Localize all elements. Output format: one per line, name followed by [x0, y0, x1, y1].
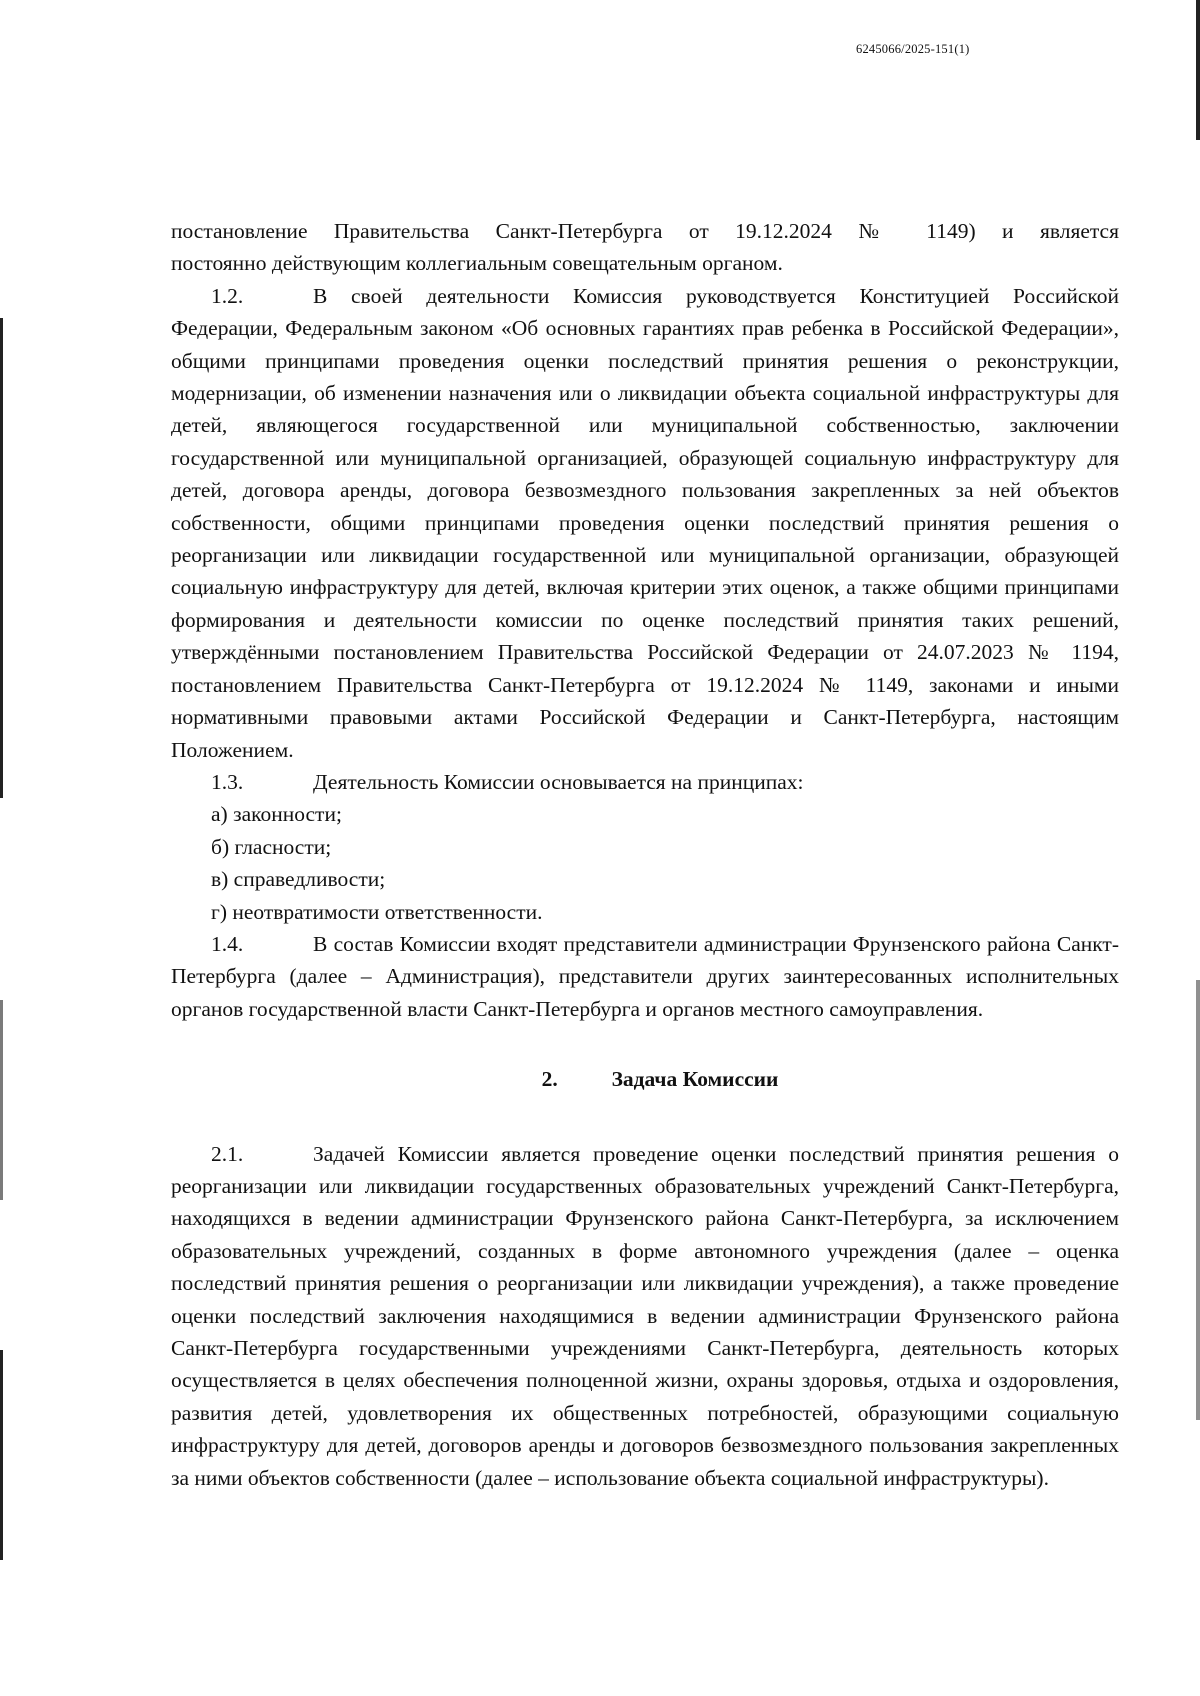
scan-edge-right-mark [1196, 0, 1200, 140]
scan-edge-right-mark [1196, 980, 1200, 1420]
clause-text: Деятельность Комиссии основывается на принципах: [313, 769, 804, 794]
section-title: Задача Комиссии [611, 1067, 779, 1092]
principle-item: г) неотвратимости ответственности. [211, 899, 543, 924]
clause-1-2 [171, 280, 1119, 766]
scan-edge-left-mark [0, 1000, 3, 1200]
paragraph-continuation-line: постановление Правительства Санкт-Петербурга от 19.12.2024 № 1149) и является [171, 219, 1119, 243]
principle-item: б) гласности; [211, 834, 332, 859]
clause-number: 1.2. [211, 283, 244, 308]
clause-number: 2.1. [211, 1141, 244, 1166]
clause-text: В состав Комиссии входят представители администрации Фрунзенского района Санкт-Петербурга (далее – Администрация), представители других заинтересованных исполнительных органов государственной власти Санкт-Петербурга и органов местного самоуправления. [171, 931, 1119, 1021]
clause-1-3 [171, 766, 1119, 798]
clause-number: 1.3. [211, 769, 244, 794]
document-registration-number: 6245066/2025-151(1) [856, 42, 970, 56]
clause-text: В своей деятельности Комиссия руководствуется Конституцией Российской Федерации, Федеральным законом «Об основных гарантиях прав ребенка в Российской Федерации», общими принципами проведения оценки последствий принятия решения о реконструкции, модернизации, об изменении назначения или о ликвидации объекта социальной инфраструктуры для детей, являющегося государственной или муниципальной собственностью, заключении государственной или муниципальной организацией, образующей социальную инфраструктуру для детей, договора аренды, договора безвозмездного пользования закрепленных за ней объектов собственности, общими принципами проведения оценки последствий принятия решения о реорганизации или ликвидации государственной или муниципальной организации, образующей социальную инфраструктуру для детей, включая критерии этих оценок, а также общими принципами формирования и деятельности комиссии по оценке последствий принятия таких решений, утверждёнными постановлением Правительства Российской Федерации от 24.07.2023 № 1194, постановлением Правительства Санкт-Петербурга от 19.12.2024 № 1149, законами и иными нормативными правовыми актами Российской Федерации и Санкт-Петербурга, настоящим Положением. [171, 283, 1119, 762]
clause-2-1 [171, 1138, 1119, 1494]
section-number: 2. [541, 1067, 558, 1092]
document-body [171, 215, 1119, 1494]
scan-edge-left-mark [0, 318, 3, 798]
scan-edge-left-mark [0, 1350, 3, 1560]
paragraph-continuation-line: постоянно действующим коллегиальным совещательным органом. [171, 251, 783, 276]
clause-1-4 [171, 928, 1119, 1025]
principle-item: в) справедливости; [211, 867, 386, 892]
section-heading [171, 1063, 1119, 1095]
principle-item: а) законности; [211, 802, 342, 827]
clause-text: Задачей Комиссии является проведение оценки последствий принятия решения о реорганизации или ликвидации государственных образовательных учреждений Санкт-Петербурга, находящихся в ведении администрации Фрунзенского района Санкт-Петербурга, за исключением образовательных учреждений, созданных в форме автономного учреждения (далее – оценка последствий принятия решения о реорганизации или ликвидации учреждения), а также проведение оценки последствий заключения находящимися в ведении администрации Фрунзенского района Санкт-Петербурга государственными учреждениями Санкт-Петербурга, деятельность которых осуществляется в целях обеспечения полноценной жизни, охраны здоровья, отдыха и оздоровления, развития детей, удовлетворения их общественных потребностей, образующими социальную инфраструктуру для детей, договоров аренды и договоров безвозмездного пользования закрепленных за ними объектов собственности (далее – использование объекта социальной инфраструктуры). [171, 1141, 1119, 1490]
clause-number: 1.4. [211, 931, 244, 956]
